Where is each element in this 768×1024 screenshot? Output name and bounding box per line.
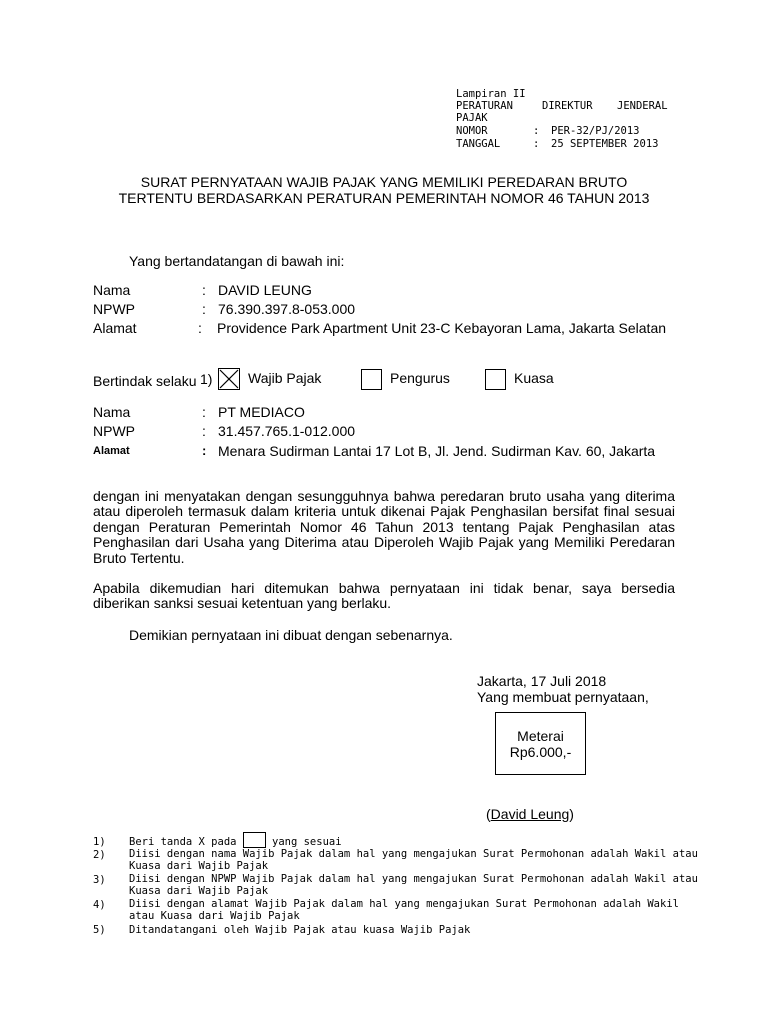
footnote-text	[129, 848, 698, 873]
footnote-line: Diisi dengan alamat Wajib Pajak dalam hal yang mengajukan Surat Permohonan adalah Wakil	[129, 898, 679, 910]
paragraph-line: dengan Peraturan Pemerintah Nomor 46 Tahun 2013 tentang Pajak Penghasilan atas	[93, 518, 675, 535]
person-name-value: DAVID LEUNG	[218, 282, 312, 298]
option-pengurus-label: Pengurus	[390, 370, 450, 386]
document-title-line-2: TERTENTU BERDASARKAN PERATURAN PEMERINTAH NOMOR 46 TAHUN 2013	[118, 190, 650, 206]
company-address-value: Menara Sudirman Lantai 17 Lot B, Jl. Jend. Sudirman Kav. 60, Jakarta	[218, 443, 656, 459]
footnote-line: Kuasa dari Wajib Pajak	[129, 859, 269, 872]
footnote-text	[129, 873, 698, 898]
paragraph-line: atau diperoleh termasuk dalam kriteria untuk dikenai Pajak Penghasilan bersifat final sesuai	[93, 503, 675, 520]
company-name-value: PT MEDIACO	[218, 404, 305, 420]
person-npwp-value: 76.390.397.8-053.000	[218, 301, 356, 317]
signer-name	[486, 806, 574, 822]
nomor-sep: :	[533, 125, 540, 137]
footnote-number: 5)	[93, 924, 106, 936]
company-npwp-value: 31.457.765.1-012.000	[218, 423, 356, 439]
pajak-word: PAJAK	[456, 112, 488, 124]
document-title-line-1: SURAT PERNYATAAN WAJIB PAJAK YANG MEMILIKI PEREDARAN BRUTO	[140, 174, 628, 190]
footnote-text: yang sesuai	[272, 836, 342, 848]
footnote-number: 1)	[93, 836, 106, 848]
signer-name-text: David Leung	[490, 806, 570, 822]
lampiran-label: Lampiran II	[456, 88, 526, 100]
footnote-number: 2)	[93, 849, 106, 861]
company-npwp-sep: :	[202, 423, 206, 439]
signer-name-open-paren: (	[486, 806, 491, 822]
company-npwp-label: NPWP	[93, 423, 135, 439]
tanggal-sep: :	[533, 138, 540, 150]
checkbox-wajib-pajak[interactable]	[218, 368, 240, 390]
signer-caption: Yang membuat pernyataan,	[477, 689, 649, 705]
stamp-duty-label: Meterai	[517, 728, 564, 744]
company-address-label: Alamat	[93, 445, 130, 457]
stamp-duty-box	[495, 712, 586, 775]
checkbox-kuasa[interactable]	[485, 369, 506, 390]
person-name-sep: :	[202, 282, 206, 298]
person-npwp-sep: :	[202, 301, 206, 317]
capacity-label: Bertindak selaku	[93, 373, 197, 389]
closing-statement: Demikian pernyataan ini dibuat dengan sebenarnya.	[129, 627, 453, 643]
x-mark-icon	[219, 369, 239, 389]
stamp-duty-amount: Rp6.000,-	[509, 744, 572, 760]
footnote-text	[129, 898, 679, 923]
sanction-paragraph	[93, 581, 675, 612]
place-date: Jakarta, 17 Juli 2018	[477, 673, 607, 689]
paragraph-line: Bruto Tertentu.	[93, 549, 185, 566]
peraturan-word: PERATURAN	[456, 100, 513, 112]
paragraph-line: dengan ini menyatakan dengan sesungguhnya bahwa peredaran bruto usaha yang diterima	[93, 488, 675, 504]
person-address-value: Providence Park Apartment Unit 23-C Kebayoran Lama, Jakarta Selatan	[217, 320, 667, 336]
paragraph-line: Apabila dikemudian hari ditemukan bahwa pernyataan ini tidak benar, saya bersedia	[93, 580, 675, 596]
footnote-line: Diisi dengan nama Wajib Pajak dalam hal yang mengajukan Surat Permohonan adalah Wakil atau	[129, 848, 698, 860]
footnote-text: Ditandatangani oleh Wajib Pajak atau kuasa Wajib Pajak	[129, 924, 471, 936]
option-wajib-pajak-label: Wajib Pajak	[248, 370, 322, 386]
person-name-label: Nama	[93, 282, 131, 298]
signer-name-close-paren: )	[569, 806, 574, 822]
direktur-word: DIREKTUR	[542, 100, 593, 112]
paragraph-line: Penghasilan dari Usaha yang Diterima atau Diperoleh Wajib Pajak yang Memiliki Peredaran	[93, 534, 675, 551]
option-kuasa-label: Kuasa	[514, 370, 554, 386]
intro-text: Yang bertandatangan di bawah ini:	[129, 253, 345, 269]
person-npwp-label: NPWP	[93, 301, 135, 317]
footnote-line: atau Kuasa dari Wajib Pajak	[129, 909, 300, 922]
capacity-footnote-marker: 1)	[200, 371, 213, 387]
company-address-sep: :	[202, 443, 207, 458]
paragraph-line: diberikan sanksi sesuai ketentuan yang berlaku.	[93, 595, 392, 612]
footnote-number: 3)	[93, 874, 106, 886]
company-name-label: Nama	[93, 404, 131, 420]
footnote-number: 4)	[93, 899, 106, 911]
footnote-line: Kuasa dari Wajib Pajak	[129, 884, 269, 897]
footnote-text: Beri tanda X pada	[129, 836, 237, 848]
tanggal-label: TANGGAL	[456, 138, 501, 150]
nomor-value: PER-32/PJ/2013	[551, 125, 640, 137]
checkbox-pengurus[interactable]	[361, 369, 382, 390]
person-address-label: Alamat	[93, 320, 137, 336]
person-address-sep: :	[198, 320, 202, 336]
company-name-sep: :	[202, 404, 206, 420]
jenderal-word: JENDERAL	[617, 100, 668, 112]
footnote-line: Diisi dengan NPWP Wajib Pajak dalam hal yang mengajukan Surat Permohonan adalah Wakil atau	[129, 873, 698, 885]
footnote-sample-checkbox	[243, 832, 266, 848]
tanggal-value: 25 SEPTEMBER 2013	[551, 138, 659, 150]
nomor-label: NOMOR	[456, 125, 488, 137]
statement-paragraph	[93, 489, 675, 566]
